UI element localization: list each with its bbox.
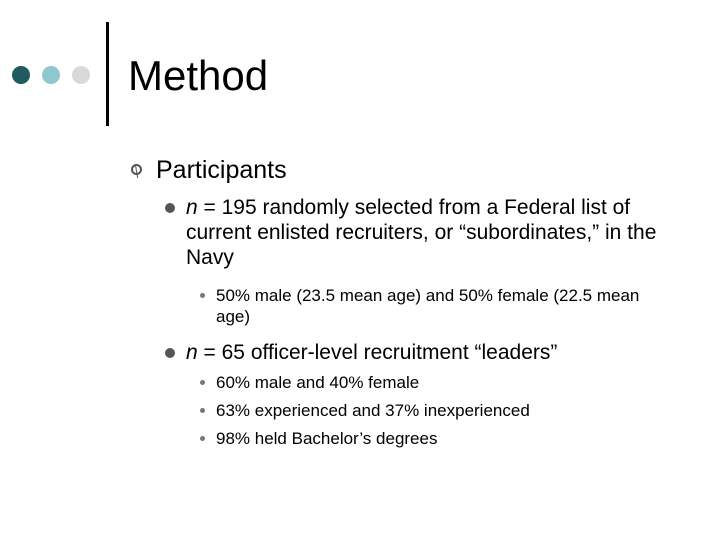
decor-dot-gray xyxy=(72,66,90,84)
group-2-desc: = 65 officer-level recruitment “leaders” xyxy=(197,341,558,364)
group-2-subpoint-3: 98% held Bachelor’s degrees xyxy=(216,429,438,448)
bullet-icon xyxy=(200,436,205,441)
heading-participants: Participants xyxy=(156,156,287,184)
group-2-subpoint-1: 60% male and 40% female xyxy=(216,373,420,392)
group-2-text xyxy=(186,340,686,365)
bullet-icon xyxy=(131,164,142,175)
group-1-desc: = 195 randomly selected from a Federal list of current enlisted recruiters, or “subordinates,” in the Navy xyxy=(186,196,657,269)
bullet-icon xyxy=(165,203,175,213)
slide-title: Method xyxy=(128,52,269,99)
n-label: n xyxy=(186,341,198,364)
group-1-subpoint-1: 50% male (23.5 mean age) and 50% female (22.5 mean age) xyxy=(216,286,640,326)
n-label: n xyxy=(186,196,198,219)
group-2-subpoint-2: 63% experienced and 37% inexperienced xyxy=(216,401,530,420)
bullet-icon xyxy=(165,348,175,358)
bullet-icon xyxy=(200,293,205,298)
title-divider xyxy=(106,22,109,126)
group-1-text xyxy=(186,195,686,270)
decor-dot-teal xyxy=(42,66,60,84)
bullet-icon xyxy=(200,408,205,413)
bullet-icon xyxy=(200,380,205,385)
decor-dot-dark xyxy=(12,66,30,84)
